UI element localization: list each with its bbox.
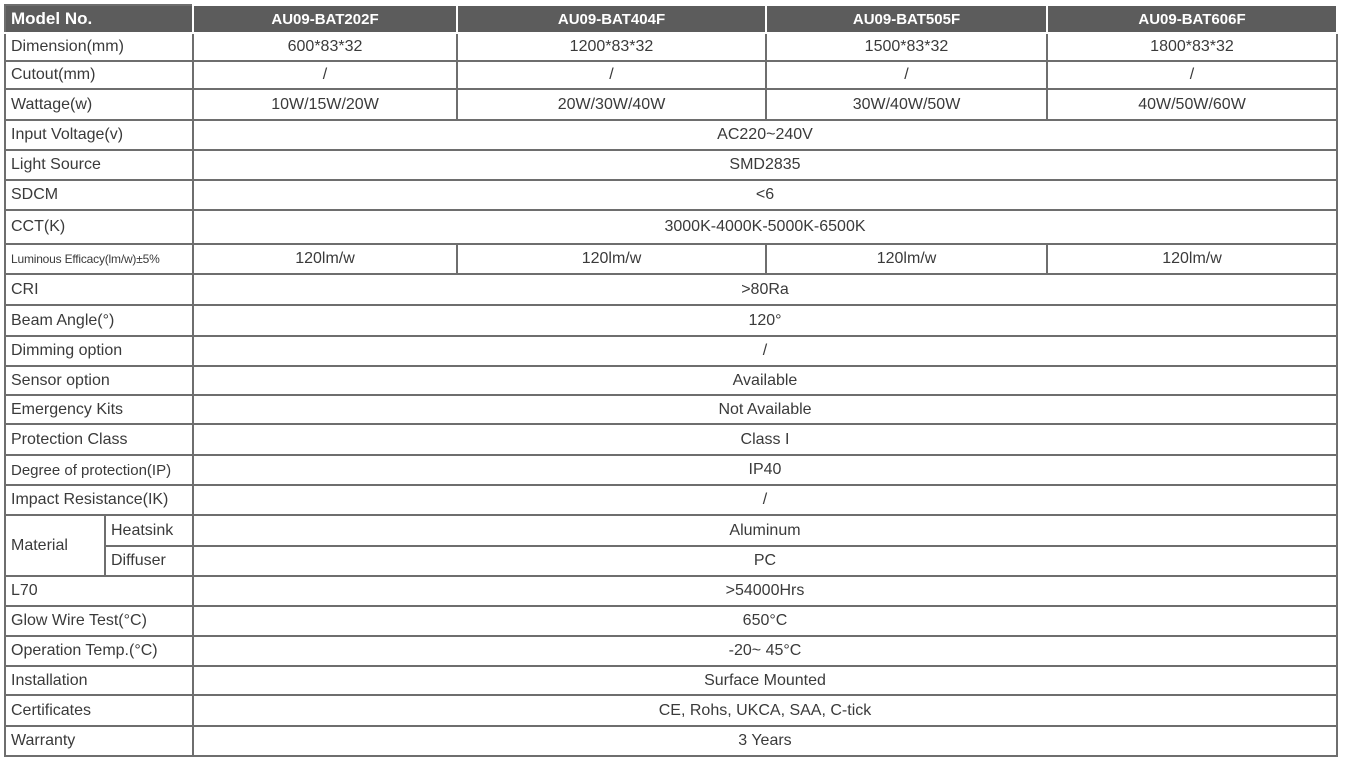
cell-value: 10W/15W/20W [193, 89, 457, 120]
row-label: CRI [5, 274, 193, 305]
table-row [5, 424, 1337, 455]
table-row [5, 485, 1337, 515]
table-row [5, 395, 1337, 424]
row-label: SDCM [5, 180, 193, 210]
table-row [5, 636, 1337, 666]
cell-value: PC [193, 546, 1337, 576]
table-row [5, 455, 1337, 485]
table-row [5, 210, 1337, 244]
cell-value: 120° [193, 305, 1337, 336]
cell-value: 600*83*32 [193, 33, 457, 61]
table-row [5, 180, 1337, 210]
cell-value: 20W/30W/40W [457, 89, 766, 120]
cell-value: / [193, 485, 1337, 515]
cell-value: <6 [193, 180, 1337, 210]
row-label: Protection Class [5, 424, 193, 455]
cell-value: AC220~240V [193, 120, 1337, 150]
cell-value: 1200*83*32 [457, 33, 766, 61]
cell-value: 120lm/w [457, 244, 766, 274]
cell-value: / [766, 61, 1047, 89]
sub-label: Diffuser [105, 546, 193, 576]
table-row [5, 726, 1337, 756]
row-label: Impact Resistance(IK) [5, 485, 193, 515]
cell-value: 3000K-4000K-5000K-6500K [193, 210, 1337, 244]
table-row [5, 150, 1337, 180]
cell-value: Available [193, 366, 1337, 395]
table-row [5, 336, 1337, 366]
table-row [5, 61, 1337, 89]
cell-value: / [457, 61, 766, 89]
row-label: Glow Wire Test(°C) [5, 606, 193, 636]
table-row [5, 89, 1337, 120]
cell-value: 1500*83*32 [766, 33, 1047, 61]
cell-value: 3 Years [193, 726, 1337, 756]
row-label: Light Source [5, 150, 193, 180]
row-label: Cutout(mm) [5, 61, 193, 89]
cell-value: / [1047, 61, 1337, 89]
cell-value: 650°C [193, 606, 1337, 636]
row-label: Operation Temp.(°C) [5, 636, 193, 666]
row-label: Installation [5, 666, 193, 695]
cell-value: IP40 [193, 455, 1337, 485]
table-row [5, 120, 1337, 150]
sub-label: Heatsink [105, 515, 193, 546]
cell-value: Aluminum [193, 515, 1337, 546]
spec-table [4, 4, 1338, 757]
row-label: L70 [5, 576, 193, 606]
model-header: AU09-BAT404F [457, 5, 766, 33]
row-label: Input Voltage(v) [5, 120, 193, 150]
cell-value: / [193, 61, 457, 89]
table-row [5, 666, 1337, 695]
cell-value: 40W/50W/60W [1047, 89, 1337, 120]
row-label: Warranty [5, 726, 193, 756]
cell-value: 120lm/w [1047, 244, 1337, 274]
row-label: Wattage(w) [5, 89, 193, 120]
table-row [5, 274, 1337, 305]
cell-value: 1800*83*32 [1047, 33, 1337, 61]
table-row [5, 244, 1337, 274]
table-row [5, 305, 1337, 336]
header-row [5, 5, 1337, 33]
table-row [5, 366, 1337, 395]
cell-value: CE, Rohs, UKCA, SAA, C-tick [193, 695, 1337, 726]
table-row [5, 695, 1337, 726]
model-header: AU09-BAT202F [193, 5, 457, 33]
cell-value: / [193, 336, 1337, 366]
model-header: AU09-BAT606F [1047, 5, 1337, 33]
cell-value: -20~ 45°C [193, 636, 1337, 666]
row-label: CCT(K) [5, 210, 193, 244]
cell-value: >80Ra [193, 274, 1337, 305]
model-no-label: Model No. [5, 5, 193, 33]
cell-value: 30W/40W/50W [766, 89, 1047, 120]
row-label: Material [5, 515, 105, 576]
table-row [5, 606, 1337, 636]
cell-value: 120lm/w [766, 244, 1047, 274]
cell-value: 120lm/w [193, 244, 457, 274]
row-label: Certificates [5, 695, 193, 726]
row-label: Degree of protection(IP) [5, 455, 193, 485]
row-label: Beam Angle(°) [5, 305, 193, 336]
table-row [5, 546, 1337, 576]
row-label: Dimension(mm) [5, 33, 193, 61]
row-label: Emergency Kits [5, 395, 193, 424]
cell-value: Not Available [193, 395, 1337, 424]
model-header: AU09-BAT505F [766, 5, 1047, 33]
cell-value: Surface Mounted [193, 666, 1337, 695]
table-row [5, 576, 1337, 606]
cell-value: Class I [193, 424, 1337, 455]
row-label: Dimming option [5, 336, 193, 366]
cell-value: >54000Hrs [193, 576, 1337, 606]
table-row [5, 33, 1337, 61]
row-label: Luminous Efficacy(lm/w)±5% [5, 244, 193, 274]
cell-value: SMD2835 [193, 150, 1337, 180]
table-row [5, 515, 1337, 546]
row-label: Sensor option [5, 366, 193, 395]
